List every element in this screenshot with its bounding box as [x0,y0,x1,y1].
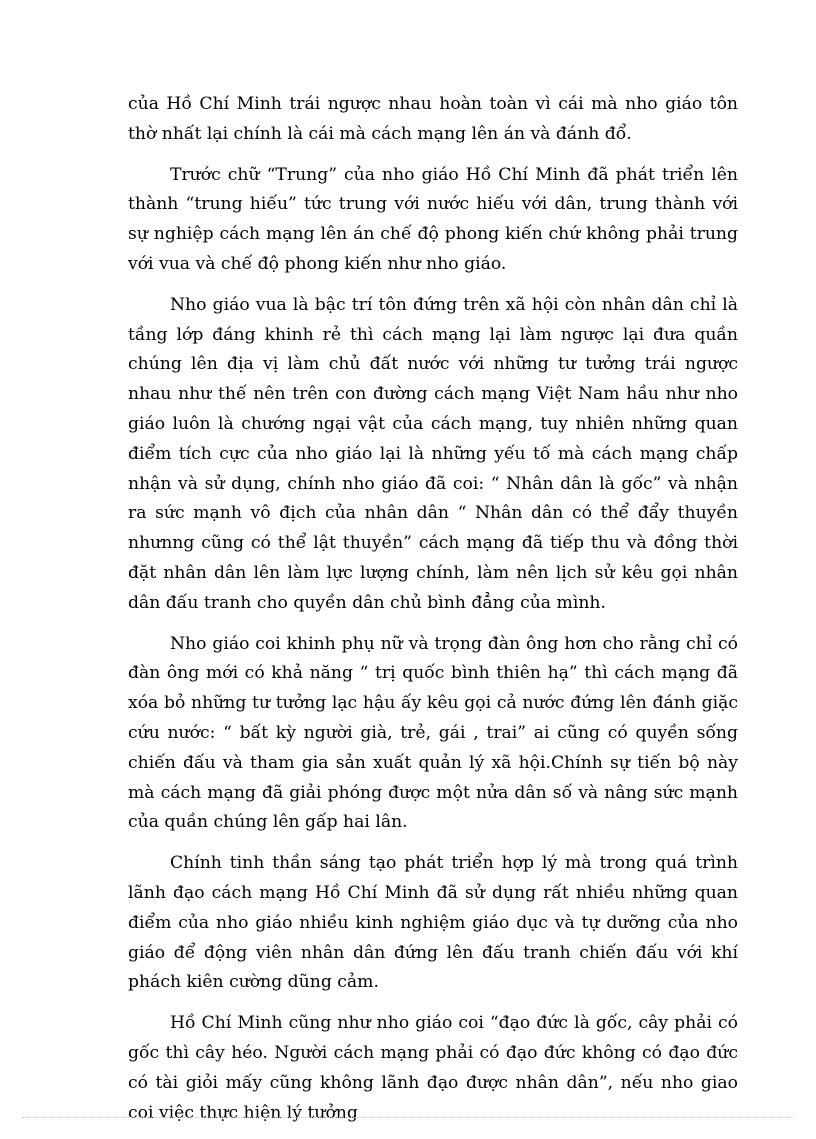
document-body [128,90,738,1139]
paragraph-continuation: của Hồ Chí Minh trái ngược nhau hoàn toàn vì cái mà nho giáo tôn thờ nhất lại chính là cái mà cách mạng lên án và đánh đổ. [128,94,738,144]
paragraph-nhan-dan: Nho giáo vua là bậc trí tôn đứng trên xã hội còn nhân dân chỉ là tầng lớp đáng khinh rẻ thì cách mạng lại làm ngược lại đưa quần chúng lên địa vị làm chủ đất nước với những tư tưởng trái ngược nhau như thế nên trên con đường cách mạng Việt Nam hầu như nho giáo luôn là chướng ngại vật của cách mạng, tuy nhiên những quan điểm tích cực của nho giáo lại là những yếu tố mà cách mạng chấp nhận và sử dụng, chính nho giáo đã coi: “ Nhân dân là gốc” và nhận ra sức mạnh vô địch của nhân dân “ Nhân dân có thể đẩy thuyền nhưnng cũng có thể lật thuyền” cách mạng đã tiếp thu và đồng thời đặt nhân dân lên làm lực lượng chính, làm nên lịch sử kêu gọi nhân dân đấu tranh cho quyền dân chủ bình đẳng của mình. [128,294,738,613]
paragraph-phu-nu: Nho giáo coi khinh phụ nữ và trọng đàn ông hơn cho rằng chỉ có đàn ông mới có khả năng “ trị quốc bình thiên hạ” thì cách mạng đã xóa bỏ những tư tưởng lạc hậu ấy kêu gọi cả nước đứng lên đánh giặc cứu nước: “ bất kỳ người già, trẻ, gái , trai” ai cũng có quyền sống chiến đấu và tham gia sản xuất quản lý xã hội.Chính sự tiến bộ này mà cách mạng đã giải phóng được một nửa dân số và nâng sức mạnh của quần chúng lên gấp hai lân. [128,633,738,833]
page-bottom-divider [22,1117,794,1118]
paragraph-trung-hieu: Trước chữ “Trung” của nho giáo Hồ Chí Minh đã phát triển lên thành “trung hiếu” tức trung với nước hiếu với dân, trung thành với sự nghiệp cách mạng lên án chế độ phong kiến chứ không phải trung với vua và chế độ phong kiến như nho giáo. [128,164,738,274]
paragraph-sang-tao: Chính tinh thần sáng tạo phát triển hợp lý mà trong quá trình lãnh đạo cách mạng Hồ Chí Minh đã sử dụng rất nhiều những quan điểm của nho giáo nhiều kinh nghiệm giáo dục và tự dưỡng của nho giáo để động viên nhân dân đứng lên đấu tranh chiến đấu với khí phách kiên cường dũng cảm. [128,853,738,993]
paragraph-dao-duc: Hồ Chí Minh cũng như nho giáo coi “đạo đức là gốc, cây phải có gốc thì cây héo. Người cách mạng phải có đạo đức không có đạo đức có tài giỏi mấy cũng không lãnh đạo được nhân dân”, nếu nho giao coi việc thực hiện lý tưởng [128,1013,738,1123]
